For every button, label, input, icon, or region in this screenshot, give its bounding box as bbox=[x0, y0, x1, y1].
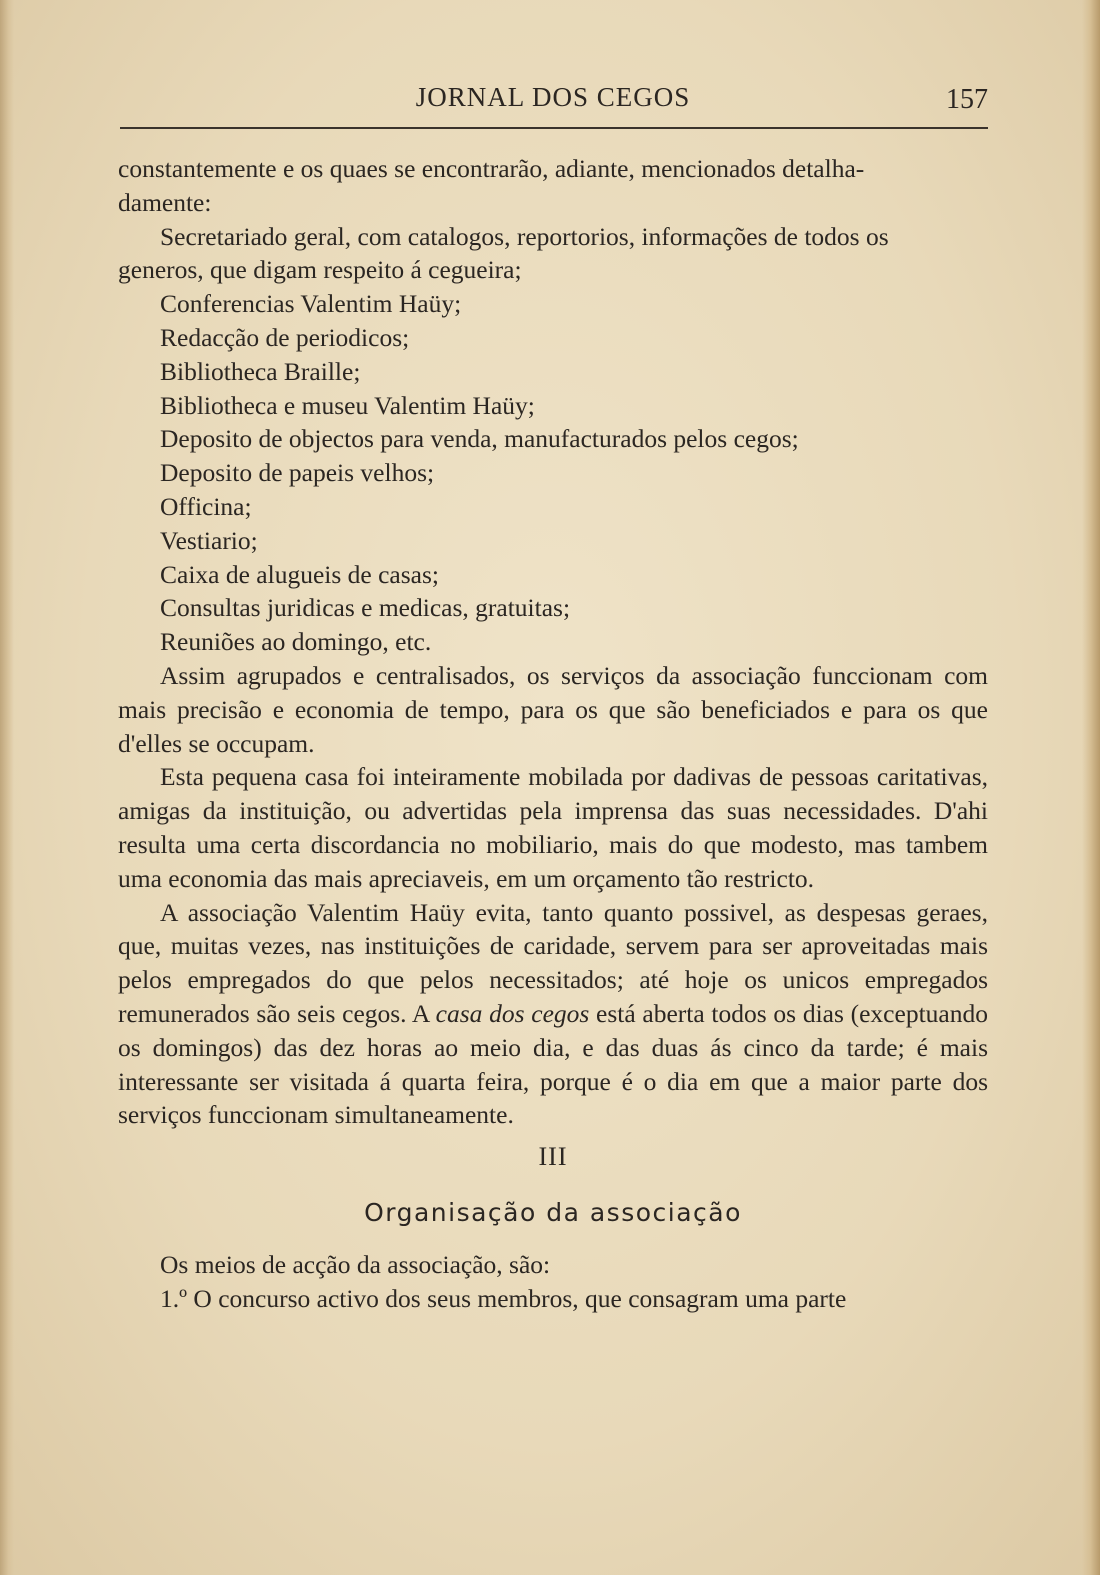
services-list bbox=[118, 287, 988, 659]
italic-phrase: casa dos cegos bbox=[435, 998, 590, 1028]
running-title: JORNAL DOS CEGOS bbox=[415, 82, 691, 112]
paragraph-associacao bbox=[118, 896, 988, 1133]
list-item: Bibliotheca Braille; bbox=[160, 356, 361, 386]
list-item: Officina; bbox=[160, 491, 252, 521]
list-item: Vestiario; bbox=[160, 525, 258, 555]
section-number: III bbox=[538, 1142, 568, 1172]
list-item: Caixa de alugueis de casas; bbox=[160, 559, 439, 589]
list-item: Deposito de objectos para venda, manufacturados pelos cegos; bbox=[160, 424, 799, 454]
list-item: Redacção de periodicos; bbox=[160, 322, 410, 352]
paragraph-assim: Assim agrupados e centralisados, os serviços da associação funccionam com mais precisão e economia de tempo, para os que são beneficiados e para os que d'elles se occupam. bbox=[118, 660, 988, 758]
text-line: Secretariado geral, com catalogos, reportorios, informações de todos os bbox=[160, 221, 889, 251]
page-number: 157 bbox=[946, 84, 988, 115]
page-edge-right bbox=[1082, 0, 1100, 1575]
section-title: Organisação da associação bbox=[364, 1197, 742, 1227]
list-item: Consultas juridicas e medicas, gratuitas; bbox=[160, 593, 571, 623]
paragraph-esta: Esta pequena casa foi inteiramente mobilada por dadivas de pessoas caritativas, amigas da instituição, ou advertidas pela imprensa das suas necessidades. D'ahi resulta uma certa discordancia no mobiliario, mais do que modesto, mas tambem uma economia das mais apreciaveis, em um orçamento tão restricto. bbox=[118, 762, 988, 893]
header-rule bbox=[120, 127, 988, 129]
list-item: Reuniões ao domingo, etc. bbox=[160, 627, 432, 657]
paragraph-text: A associação Valentim Haüy evita, tanto quanto possivel, as despesas geraes, que, muitas vezes, nas instituições de caridade, servem para ser aproveitadas mais pelos empregados do que pelos necessitados; até hoje os unicos empregados remunerados são seis cegos. A bbox=[118, 897, 988, 1028]
list-item: Deposito de papeis velhos; bbox=[160, 458, 435, 488]
list-item: Conferencias Valentim Haüy; bbox=[160, 289, 462, 319]
text-line: generos, que digam respeito á cegueira; bbox=[118, 255, 522, 285]
paragraph-item-1: 1.º O concurso activo dos seus membros, que consagram uma parte bbox=[160, 1283, 847, 1313]
page-edge-left bbox=[0, 0, 14, 1575]
text-line: damente: bbox=[118, 187, 212, 217]
body-text bbox=[118, 152, 988, 1315]
paragraph-text: está aberta todos os dias (exceptuando os domingos) das dez horas ao meio dia, e das duas ás cinco da tarde; é mais interessante ser visitada á quarta feira, porque é o dia em que a maior parte dos serviços funccionam simultaneamente. bbox=[118, 998, 988, 1130]
paragraph-secretariado bbox=[118, 220, 988, 288]
running-header bbox=[118, 80, 988, 120]
list-item: Bibliotheca e museu Valentim Haüy; bbox=[160, 390, 535, 420]
paragraph-continuation bbox=[118, 152, 988, 220]
text-line: constantemente e os quaes se encontrarão, adiante, mencionados detalha- bbox=[118, 154, 865, 183]
paragraph-meios: Os meios de acção da associação, são: bbox=[160, 1249, 551, 1279]
